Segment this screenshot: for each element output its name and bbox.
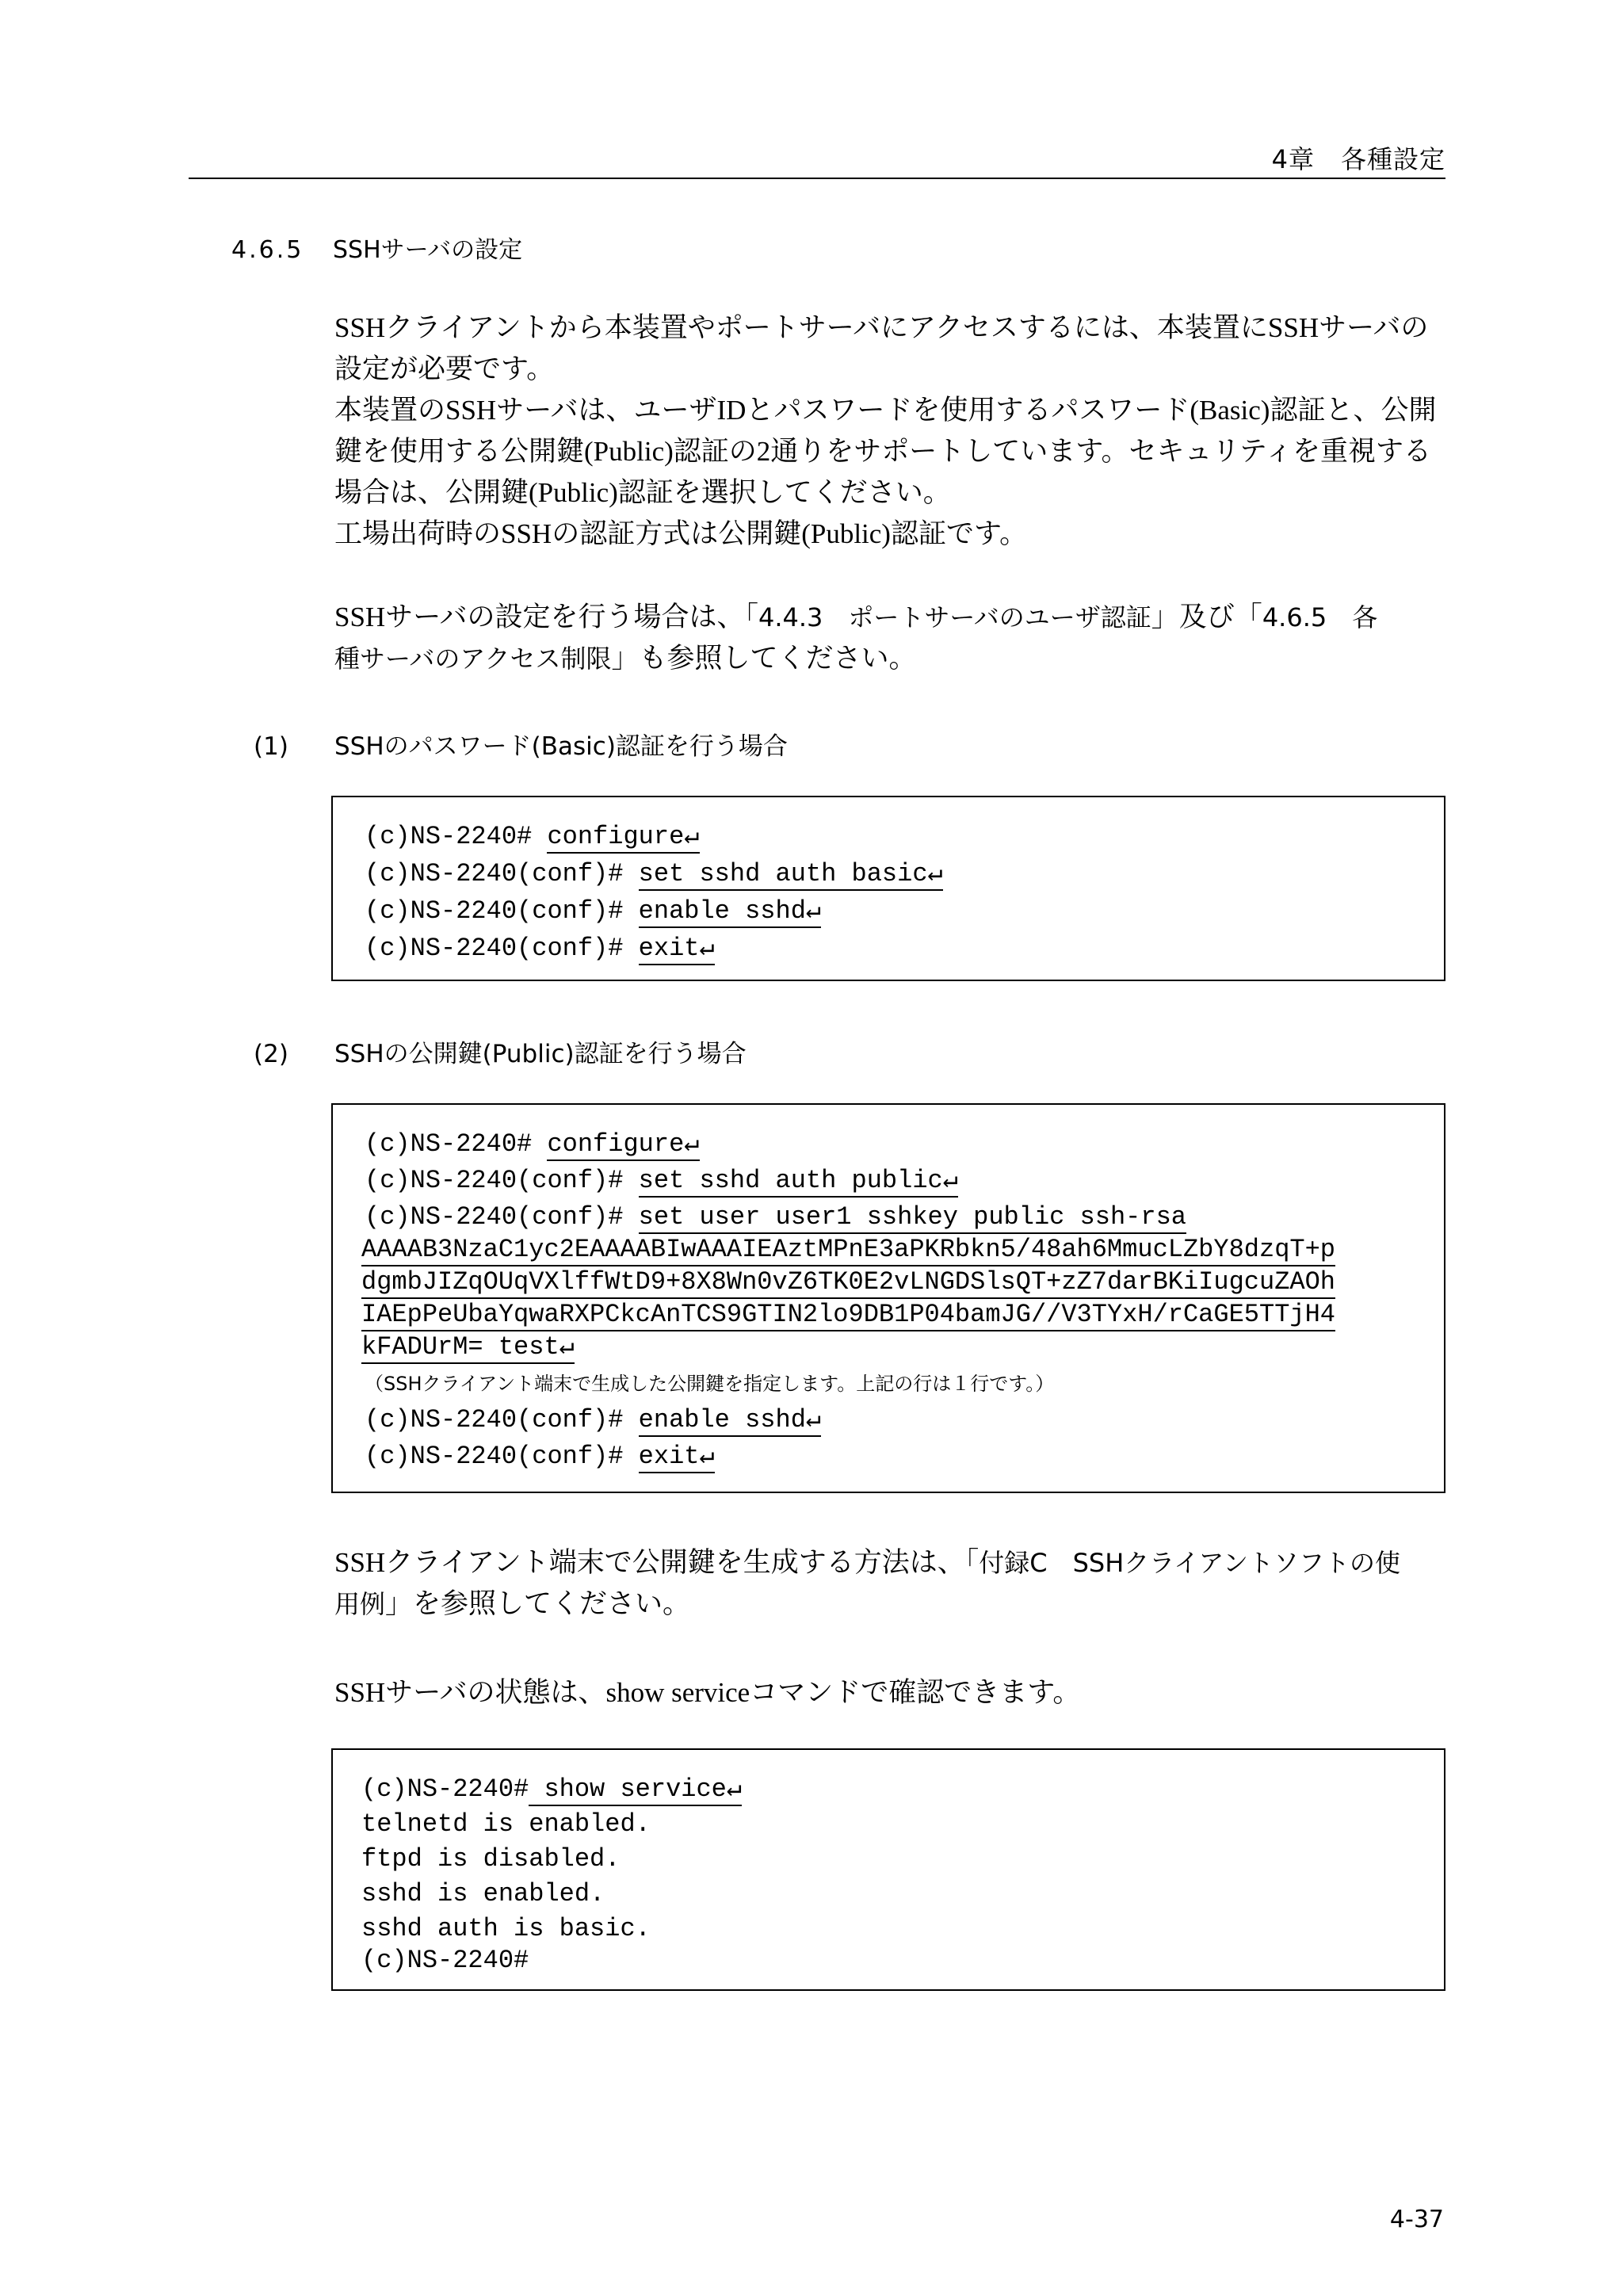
ref-text: 」を参照してください。 — [385, 1588, 691, 1619]
code-line — [365, 1165, 958, 1197]
public-key-text: dgmbJIZqOUqVXlffWtD9+8X8Wn0vZ6TK0E2vLNGDSlsQT+zZ7darBKiIugcuZAOh — [361, 1267, 1335, 1299]
command-input: exit↵ — [639, 934, 715, 965]
code-line — [365, 1441, 715, 1473]
output-line: sshd is enabled. — [361, 1879, 605, 1908]
code-line — [365, 821, 700, 853]
public-key-text: kFADUrM= test↵ — [361, 1332, 575, 1364]
chapter-header: 4章 各種設定 — [1271, 144, 1445, 174]
references-paragraph — [334, 597, 1444, 679]
prompt: (c)NS-2240(conf)# — [365, 1442, 639, 1471]
code-line — [365, 933, 715, 965]
keygen-line-2 — [334, 1584, 1444, 1625]
key-line — [361, 1299, 1335, 1331]
output-line: sshd auth is basic. — [361, 1914, 651, 1943]
key-line — [361, 1266, 1335, 1298]
public-key-text: IAEpPeUbaYqwaRXPCkcAnTCS9GTIN2lo9DB1P04bamJG//V3TYxH/rCaGE5TTjH4 — [361, 1300, 1335, 1331]
ref-text: 」も参照してください。 — [611, 643, 917, 674]
ref-text: 」及び「 — [1151, 602, 1262, 632]
page-number: 4-37 — [1389, 2206, 1444, 2233]
case2-heading — [254, 1033, 747, 1069]
code-line — [365, 1201, 1186, 1233]
public-key-text: AAAAB3NzaC1yc2EAAAABIwAAAIEAztMPnE3aPKRbkn5/48ah6MmucLZbY8dzqT+p — [361, 1235, 1335, 1266]
command-input: set sshd auth basic↵ — [639, 859, 943, 891]
prompt: (c)NS-2240(conf)# — [365, 896, 639, 926]
ref-text: SSHサーバの設定を行う場合は、「 — [334, 602, 758, 632]
output-line: (c)NS-2240# — [361, 1946, 529, 1975]
key-line — [361, 1331, 575, 1363]
section-number: 4.6.5 — [231, 236, 304, 264]
case2-title: SSHの公開鍵(Public)認証を行う場合 — [334, 1040, 747, 1068]
intro-line: 場合は、公開鍵(Public)認証を選択してください。 — [334, 477, 951, 508]
code-line — [365, 1404, 821, 1436]
header-divider — [189, 178, 1445, 179]
case1-number: (1) — [254, 732, 288, 761]
command-input: configure↵ — [547, 822, 699, 854]
intro-paragraph — [334, 308, 1444, 555]
ref-link-access-control[interactable]: 4.6.5 各 — [1262, 602, 1378, 632]
command-input: enable sshd↵ — [639, 896, 822, 928]
command-input: exit↵ — [639, 1442, 715, 1473]
code-line — [365, 1129, 700, 1160]
code-line — [365, 896, 821, 927]
command-input: set user user1 sshkey public ssh-rsa — [639, 1202, 1186, 1234]
ref-text: SSHクライアント端末で公開鍵を生成する方法は、「 — [334, 1547, 980, 1578]
intro-line: 設定が必要です。 — [334, 353, 555, 384]
intro-line: 鍵を使用する公開鍵(Public)認証の2通りをサポートしています。セキュリティを重視する — [334, 436, 1431, 467]
command-input: set sshd auth public↵ — [639, 1166, 958, 1198]
prompt: (c)NS-2240(conf)# — [365, 934, 639, 963]
case2-number: (2) — [254, 1040, 288, 1068]
key-note: （SSHクライアント端末で生成した公開鍵を指定します。上記の行は１行です。） — [365, 1373, 1055, 1395]
prompt: (c)NS-2240(conf)# — [365, 1202, 639, 1232]
show-service-code-box — [331, 1748, 1445, 1991]
prompt: (c)NS-2240# — [361, 1775, 529, 1804]
command-input: show service↵ — [529, 1775, 742, 1806]
ref-link-appendix-c[interactable]: 付録C SSHクライアントソフトの使 — [979, 1548, 1401, 1578]
key-line — [361, 1234, 1335, 1266]
keygen-paragraph — [334, 1542, 1444, 1625]
section-title: SSHサーバの設定 — [333, 236, 523, 264]
ref-link-access-control-cont[interactable]: 種サーバのアクセス制限 — [334, 644, 612, 674]
output-line: telnetd is enabled. — [361, 1809, 651, 1839]
section-heading — [231, 230, 522, 265]
references-line-1 — [334, 597, 1444, 638]
public-key-auth-code-box — [331, 1103, 1445, 1493]
case1-title: SSHのパスワード(Basic)認証を行う場合 — [334, 732, 788, 761]
prompt: (c)NS-2240# — [365, 1129, 548, 1159]
case1-heading — [254, 726, 788, 762]
keygen-line-1 — [334, 1542, 1444, 1584]
prompt: (c)NS-2240(conf)# — [365, 1166, 639, 1195]
command-input: enable sshd↵ — [639, 1405, 822, 1437]
intro-line: SSHクライアントから本装置やポートサーバにアクセスするには、本装置にSSHサーバの — [334, 312, 1429, 343]
ref-link-appendix-c-cont[interactable]: 用例 — [334, 1589, 386, 1619]
prompt: (c)NS-2240(conf)# — [365, 859, 639, 888]
basic-auth-code-box — [331, 796, 1445, 981]
command-input: configure↵ — [547, 1129, 699, 1161]
ref-link-port-server-auth[interactable]: 4.4.3 ポートサーバのユーザ認証 — [758, 602, 1151, 632]
output-line: ftpd is disabled. — [361, 1844, 621, 1874]
prompt: (c)NS-2240# — [365, 822, 548, 851]
code-line — [365, 858, 943, 890]
prompt: (c)NS-2240(conf)# — [365, 1405, 639, 1435]
intro-line: 本装置のSSHサーバは、ユーザIDとパスワードを使用するパスワード(Basic)認証と、公開 — [334, 395, 1437, 426]
status-paragraph — [334, 1672, 1444, 1713]
status-line: SSHサーバの状態は、show serviceコマンドで確認できます。 — [334, 1677, 1081, 1708]
intro-line: 工場出荷時のSSHの認証方式は公開鍵(Public)認証です。 — [334, 518, 1028, 549]
references-line-2 — [334, 638, 1444, 679]
code-line — [361, 1774, 742, 1805]
